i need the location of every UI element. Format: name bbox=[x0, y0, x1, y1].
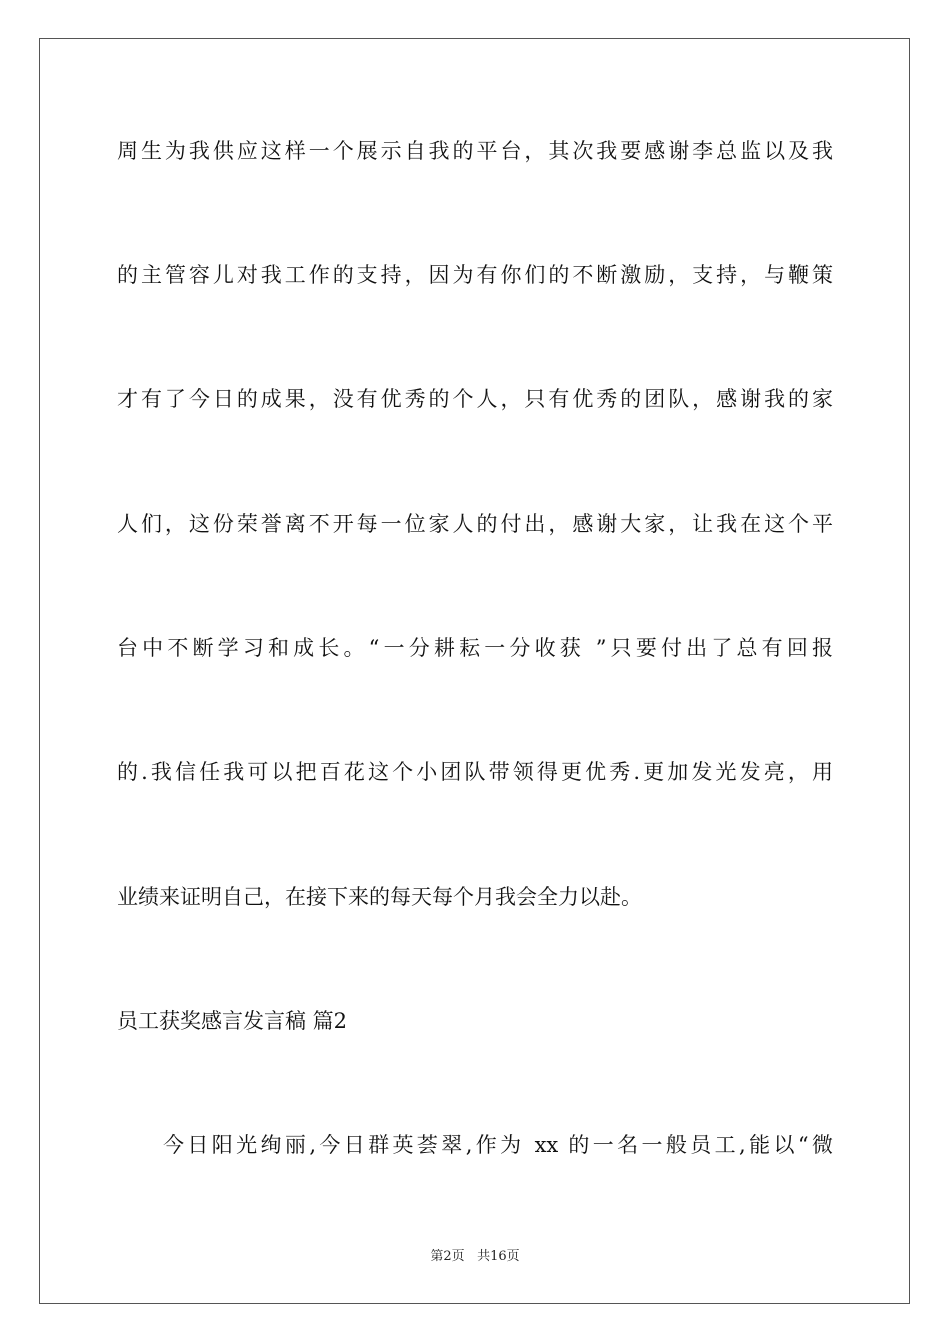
paragraph-line: 的主管容儿对我工作的支持，因为有你们的不断激励，支持，与鞭策 bbox=[117, 263, 833, 287]
paragraph-line: 周生为我供应这样一个展示自我的平台，其次我要感谢李总监以及我 bbox=[117, 139, 833, 163]
page-border bbox=[39, 38, 910, 1304]
paragraph-line: 人们，这份荣誉离不开每一位家人的付出，感谢大家，让我在这个平 bbox=[117, 512, 833, 536]
paragraph-line: 台中不断学习和成长。“一分耕耘一分收获 ”只要付出了总有回报 bbox=[117, 636, 833, 660]
section-heading: 员工获奖感言发言稿 篇2 bbox=[117, 1009, 348, 1033]
paragraph-line: 今日阳光绚丽,今日群英荟翠,作为 xx 的一名一般员工,能以“微 bbox=[163, 1133, 833, 1157]
page-total: 共16页 bbox=[477, 1249, 520, 1264]
paragraph-line: 才有了今日的成果，没有优秀的个人，只有优秀的团队，感谢我的家 bbox=[117, 387, 833, 411]
page-footer bbox=[0, 1248, 950, 1266]
page-number: 第2页 bbox=[430, 1249, 465, 1264]
paragraph-line: 的.我信任我可以把百花这个小团队带领得更优秀.更加发光发亮，用 bbox=[117, 760, 833, 784]
paragraph-line: 业绩来证明自己，在接下来的每天每个月我会全力以赴。 bbox=[117, 885, 642, 909]
